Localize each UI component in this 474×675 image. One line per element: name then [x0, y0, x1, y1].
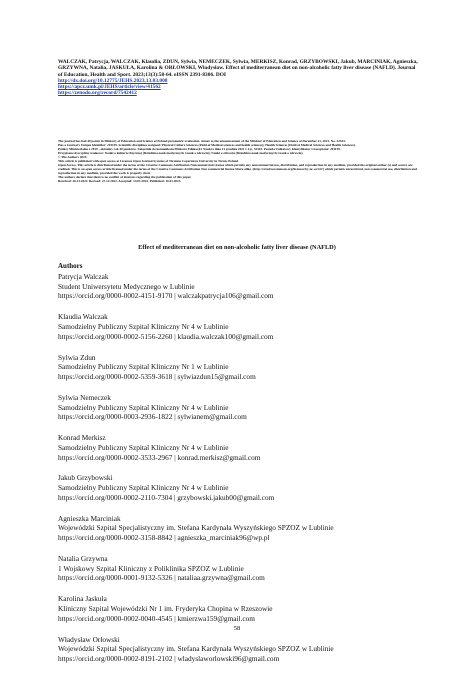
author-entry [58, 353, 418, 382]
author-affiliation: Samodzielny Publiczny Szpital Kliniczny Nr 4 w Lublinie [58, 402, 229, 412]
zenodo-link[interactable]: https://zenodo.org/record/7542412 [58, 90, 137, 97]
author-name: Sylwia Zdun [58, 352, 96, 362]
note-line: © The Authors 2023; [58, 155, 88, 159]
author-entry [58, 514, 418, 543]
author-entry [58, 312, 418, 341]
author-contact: https://orcid.org/0000-0002-3533-2967 | konrad.merkisz@gmail.com [58, 452, 261, 462]
author-affiliation: Samodzielny Publiczny Szpital Kliniczny Nr 4 w Lublinie [58, 483, 229, 493]
authors-list [58, 272, 418, 675]
author-affiliation: 1 Wojskowy Szpital Kliniczny z Poliklinika SPZOZ w Lublinie [58, 563, 244, 573]
citation-text: WALCZAK, Patrycja, WALCZAK, Klaudia, ZDUN, Sylwia, NEMECZEK, Sylwia, MERKISZ, Konrad, GRZYBOWSKI, Jakub, MARCINIAK, Agnieszka, GRZYWNA, Natalia, JASKUŁA, Karolina & ORŁOWSKI, Władysław. Effect of mediterranean diet on non-alcoholic fatty liver disease (NAFLD). Journal of Education, Health and Sport. 2023;13(3):58-64. eISSN 2391-8306. DOI [58, 59, 418, 78]
author-entry [58, 473, 418, 502]
author-contact: https://orcid.org/0000-0002-0040-4545 | kmierzwa159@gmail.com [58, 613, 255, 623]
author-contact: https://orcid.org/0000-0002-5359-3618 | sylwiazdun15@gmail.com [58, 372, 256, 381]
author-name: Władysław Orłowski [58, 634, 120, 644]
author-name: Patrycja Walczak [58, 272, 109, 281]
author-contact: https://orcid.org/0000-0002-3158-8842 | agnieszka_marciniak96@wp.pl [58, 533, 270, 543]
doi-link[interactable]: http://dx.doi.org/10.12775/JEHS.2023.13.03.008 [58, 77, 168, 84]
note-line: The authors declare that there is no conflict of interests regarding the publication of this paper. [58, 175, 192, 179]
author-name: Agnieszka Marciniak [58, 513, 121, 523]
author-entry [58, 635, 418, 664]
note-line: Has a Journal's Unique Identifier: 201159. Scientific disciplines assigned: Physical Culture Sciences (Field of Medical sciences and health sciences); Health Sciences (Field of Medical Sciences and Health Sciences). [58, 143, 356, 147]
note-line: The journal has had 40 points in Ministry of Education and Science of Poland parametric evaluation. Annex to the announcement of the Minister of Education and Science of December 21, 2021. No. 32343. [58, 139, 346, 143]
note-line: This article is published with open access at Licensee Open Journal Systems of Nicolaus Copernicus University in Torun, Poland [58, 159, 239, 163]
journal-notes [58, 139, 420, 183]
note-line: Punkty Ministerialne z 2019 - aktualny rok 40 punktów. Załącznik do komunikatu Ministra Edukacji i Nauki z dnia 21 grudnia 2021 r. Lp. 32343. Posiada Unikatowy Identyfikator Czasopisma: 201159. [58, 147, 341, 151]
author-contact: https://orcid.org/0000-0002-5156-2260 | klaudia.walczak100@gmail.com [58, 331, 274, 341]
citation-block [58, 59, 420, 97]
author-contact: https://orcid.org/0000-0001-9132-5326 | nataliaa.grzywna@gmail.com [58, 573, 265, 583]
note-line: Received: 26.12.2022. Revised: 27.12.2022. Accepted: 14.01.2023. Published: 16.01.2023. [58, 179, 182, 183]
note-line: Przypisane dyscypliny naukowe: Nauki o kulturze fizycznej (Dziedzina nauk medycznych i nauk o zdrowiu); Nauki o zdrowiu (Dziedzina nauk medycznych i nauk o zdrowiu). [58, 151, 304, 155]
author-contact: https://orcid.org/0000-0002-8191-2102 | wladyslaworlowski96@gmail.com [58, 654, 280, 664]
authors-heading: Authors [58, 262, 83, 270]
author-name: Konrad Merkisz [58, 433, 106, 443]
author-name: Jakub Grzybowski [58, 473, 113, 483]
author-entry [58, 272, 418, 301]
author-contact: https://orcid.org/0000-0002-2110-7304 | grzybowski.jakub00@gmail.com [58, 492, 275, 502]
author-entry [58, 433, 418, 462]
author-contact: https://orcid.org/0000-0003-2936-1822 | sylwianem@gmail.com [58, 412, 247, 422]
page-number: 58 [233, 625, 241, 632]
author-entry [58, 594, 418, 623]
author-affiliation: Samodzielny Publiczny Szpital Kliniczny Nr 1 w Lublinie [58, 362, 229, 372]
author-entry [58, 554, 418, 583]
author-name: Natalia Grzywna [58, 554, 108, 564]
author-affiliation: Wojewódzki Szpital Specjalistyczny im. Stefana Kardynała Wyszyńskiego SPZOZ w Lublinie [58, 523, 334, 533]
author-entry [58, 393, 418, 422]
author-affiliation: Wojewódzki Szpital Specjalistyczny im. Stefana Kardynała Wyszyńskiego SPZOZ w Lublinie [58, 644, 334, 654]
author-affiliation: Samodzielny Publiczny Szpital Kliniczny Nr 4 w Lublinie [58, 322, 229, 331]
author-contact: https://orcid.org/0000-0002-4151-9170 | walczakpatrycja106@gmail.com [58, 291, 274, 301]
author-affiliation: Student Uniwersytetu Medycznego w Lublinie [58, 281, 195, 291]
author-affiliation: Kliniczny Szpital Wojewódzki Nr 1 im. Fryderyka Chopina w Rzeszowie [58, 604, 273, 614]
note-line: Open Access. This article is distributed under the terms of the Creative Commons Attribution Noncommercial License which permits any noncommercial use, distribution, and reproduction in any medium, provided the original author (s) and source are credited. This is an open access article licensed under the terms of the Creative Commons Attribution Non commercial license Share alike. (http://creativecommons.org/licenses/by-nc-sa/4.0/) which permits unrestricted, non commercial use, distribution and reproduction in any medium, provided the work is properly cited. [58, 163, 417, 175]
author-name: Sylwia Nemeczek [58, 392, 111, 402]
author-name: Klaudia Walczak [58, 312, 108, 322]
citation-links [58, 78, 420, 97]
author-name: Karolina Jaskuła [58, 594, 107, 604]
paper-title: Effect of mediterranean diet on non-alcoholic fatty liver disease (NAFLD) [138, 244, 336, 251]
journal-article-link[interactable]: https://apcz.umk.pl/JEHS/article/view/41562 [58, 84, 161, 91]
author-affiliation: Samodzielny Publiczny Szpital Kliniczny Nr 4 w Lublinie [58, 442, 229, 452]
